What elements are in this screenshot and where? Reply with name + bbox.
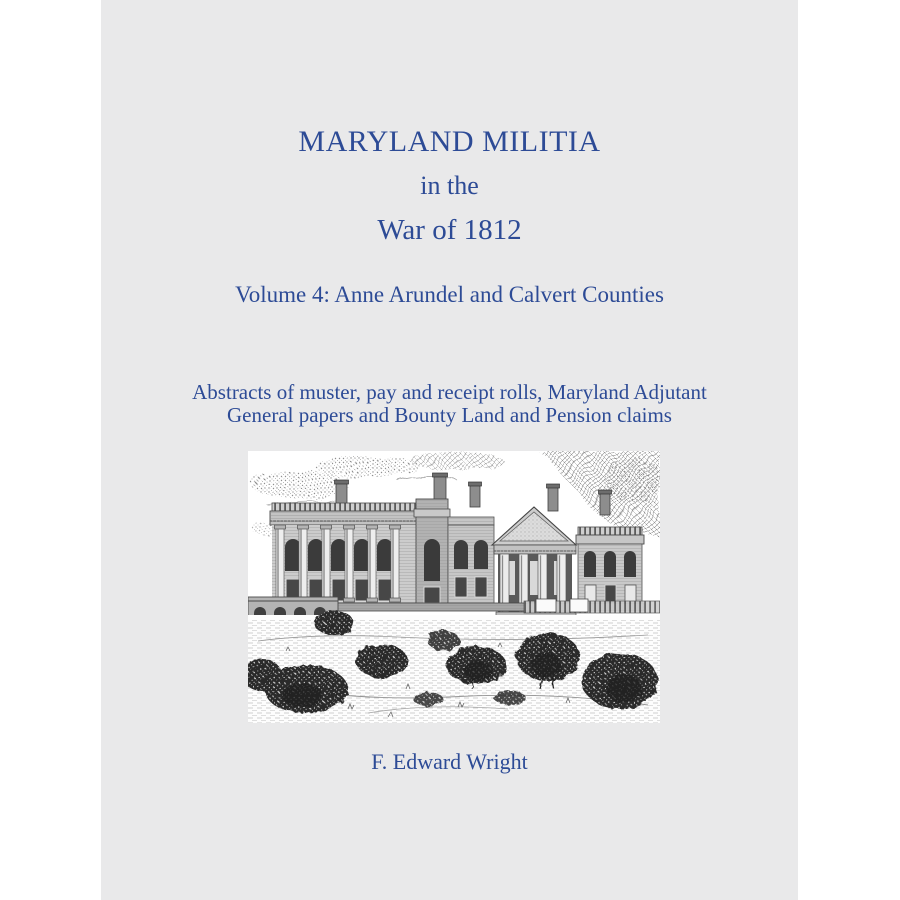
- left-facade: [270, 503, 420, 603]
- author-line: F. Edward Wright: [371, 749, 528, 774]
- subtitle-line-1: Abstracts of muster, pay and receipt rolls, Maryland Adjutant: [192, 380, 707, 404]
- title-line-1: MARYLAND MILITIA: [298, 125, 601, 158]
- foreground: [248, 611, 660, 723]
- book-cover: [101, 0, 798, 900]
- volume-line: Volume 4: Anne Arundel and Calvert Counties: [235, 282, 664, 307]
- title-line-2: in the: [420, 171, 479, 200]
- cover-illustration: [248, 451, 660, 723]
- title-line-3: War of 1812: [377, 214, 522, 246]
- right-wing: [576, 527, 644, 610]
- recessed-wall: [448, 517, 494, 607]
- corner-pier: [414, 499, 450, 605]
- subtitle-line-2: General papers and Bounty Land and Pension claims: [227, 403, 672, 427]
